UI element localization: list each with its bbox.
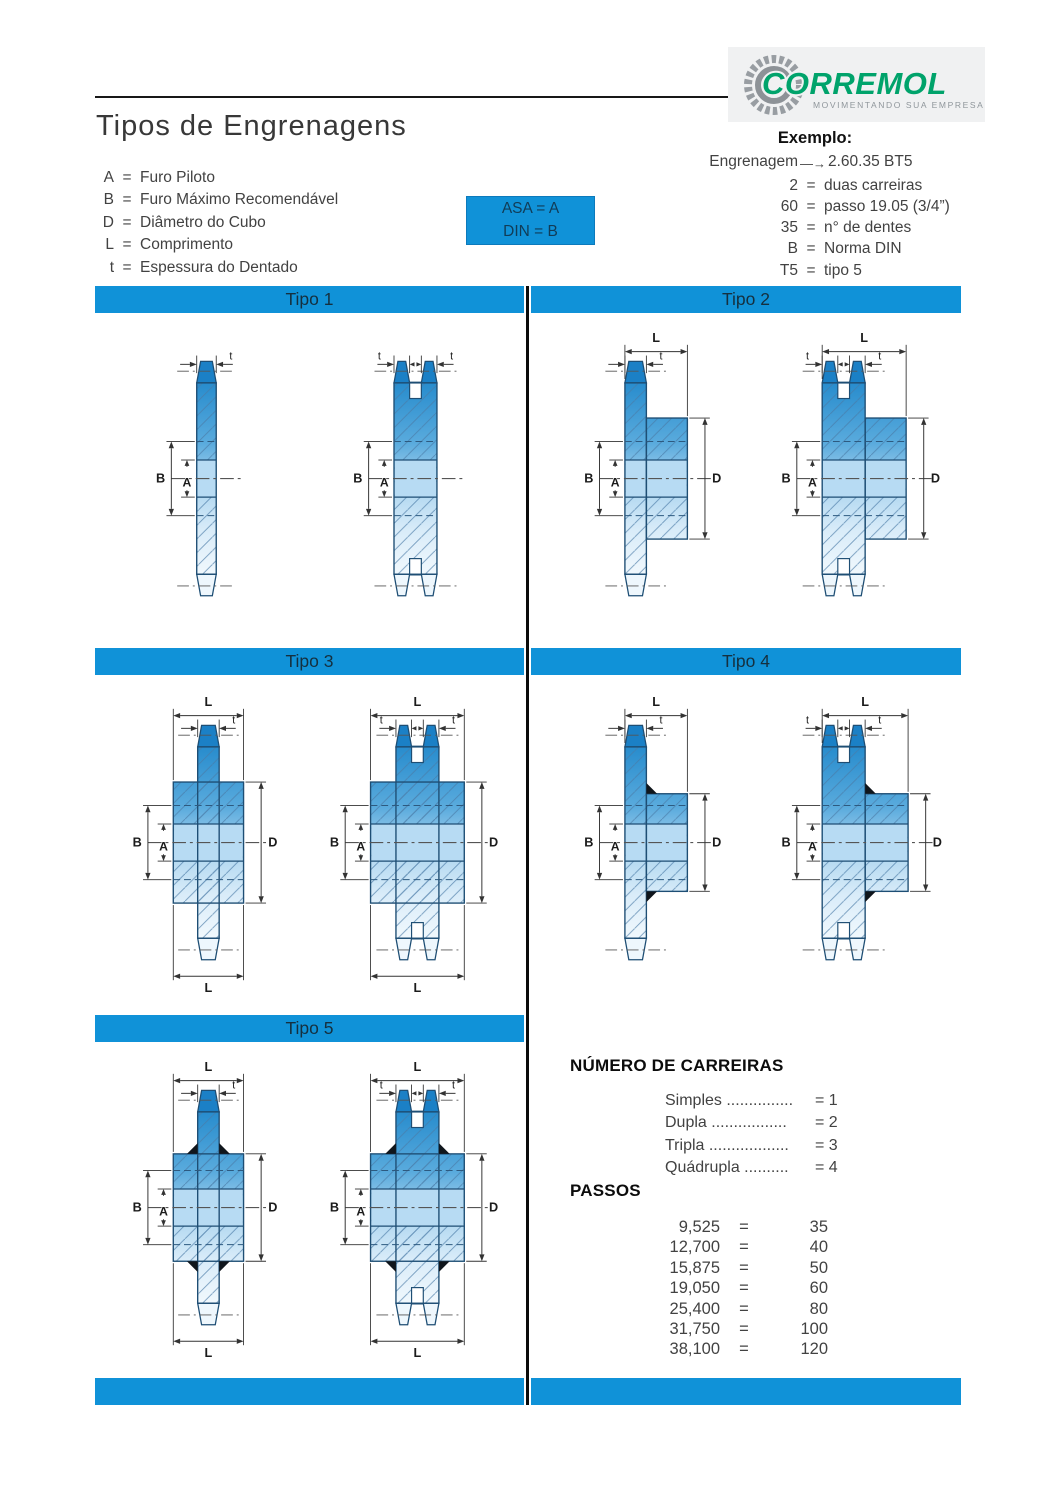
section-title: Tipo 4 <box>722 651 770 671</box>
example-row: 35 = n° de dentes <box>780 219 912 237</box>
svg-text:L: L <box>860 332 869 345</box>
section-bar-tipo4 <box>531 648 961 675</box>
example-row: 2 = duas carreiras <box>789 176 923 194</box>
svg-text:B: B <box>584 471 594 486</box>
svg-text:t: t <box>878 350 882 363</box>
section-bar-tipo2 <box>531 286 961 313</box>
section-bar-tipo3 <box>95 648 524 675</box>
tipo5-diagrams <box>95 1045 524 1375</box>
svg-text:t: t <box>377 350 381 363</box>
svg-text:t: t <box>231 714 235 727</box>
footer-bar-left <box>95 1378 524 1405</box>
svg-text:B: B <box>155 471 165 486</box>
legend <box>96 167 338 279</box>
svg-text:D: D <box>267 835 277 850</box>
section-title: Tipo 1 <box>285 289 334 309</box>
svg-text:A: A <box>610 839 620 854</box>
svg-text:B: B <box>352 471 362 486</box>
example-row: T5 = tipo 5 <box>779 261 862 279</box>
svg-text:A: A <box>379 475 389 490</box>
tipo3-diagrams <box>95 678 524 1012</box>
passos-row: 25,400 = 80 <box>669 1299 828 1318</box>
svg-text:t: t <box>379 1079 383 1092</box>
corremol-logo <box>728 47 985 122</box>
svg-text:D: D <box>712 471 722 486</box>
svg-text:A: A <box>158 1204 168 1219</box>
section-bar-tipo5 <box>95 1015 524 1042</box>
svg-text:B: B <box>132 1200 142 1215</box>
svg-text:L: L <box>204 696 212 709</box>
svg-text:t: t <box>451 1079 455 1092</box>
tipo5-double-diagram <box>312 1061 517 1359</box>
passos-row: 15,875 = 50 <box>669 1258 828 1277</box>
svg-text:B: B <box>584 835 594 850</box>
svg-text:D: D <box>488 835 498 850</box>
svg-text:L: L <box>204 980 212 994</box>
svg-text:L: L <box>204 1061 212 1074</box>
example-heading: Exemplo: <box>777 129 853 147</box>
svg-text:D: D <box>932 835 942 850</box>
carreiras-row: Simples ............... = 1 <box>665 1092 838 1109</box>
logo-brand-text: CORREMOL <box>762 66 947 101</box>
carreiras-block <box>570 1056 900 1179</box>
tipo2-single-diagram <box>539 332 744 630</box>
svg-text:t: t <box>806 350 810 363</box>
svg-text:D: D <box>267 1200 277 1215</box>
legend-item: t = Espessura do Dentado <box>109 258 298 276</box>
svg-text:t: t <box>659 350 663 363</box>
arrow-icon: —→ <box>800 156 826 172</box>
svg-text:L: L <box>652 332 661 345</box>
svg-text:A: A <box>808 839 817 854</box>
section-bar-tipo1 <box>95 286 524 313</box>
legend-item: A = Furo Piloto <box>103 169 215 186</box>
example-block <box>690 128 980 281</box>
svg-text:L: L <box>652 696 661 709</box>
svg-text:t: t <box>231 1079 235 1092</box>
svg-text:L: L <box>413 696 421 709</box>
svg-text:B: B <box>329 1200 339 1215</box>
svg-text:B: B <box>132 835 142 850</box>
svg-text:B: B <box>781 471 791 486</box>
example-intro: Engrenagem —→ 2.60.35 BT5 <box>690 151 980 174</box>
corremol-logo-graphic <box>728 47 985 122</box>
tipo4-single-diagram <box>539 696 744 994</box>
passos-row: 38,100 = 120 <box>669 1340 828 1359</box>
passos-block <box>570 1181 900 1360</box>
legend-item: D = Diâmetro do Cubo <box>102 213 266 231</box>
tipo1-single-diagram <box>103 332 308 630</box>
svg-text:D: D <box>930 471 941 486</box>
passos-row: 12,700 = 40 <box>669 1238 828 1257</box>
tipo3-single-diagram <box>103 696 308 994</box>
section-title: Tipo 5 <box>285 1018 334 1038</box>
passos-rows <box>625 1217 900 1360</box>
carreiras-row: Dupla ................. = 2 <box>665 1114 838 1132</box>
legend-item: B = Furo Máximo Recomendável <box>103 191 339 209</box>
svg-text:B: B <box>781 835 791 850</box>
tipo4-diagrams <box>531 678 961 1012</box>
svg-text:L: L <box>413 1061 421 1074</box>
svg-text:A: A <box>610 475 620 490</box>
norm-line-asa: ASA = A <box>501 200 560 217</box>
carreiras-rows <box>665 1090 900 1179</box>
svg-text:t: t <box>451 714 455 727</box>
svg-text:t: t <box>449 350 453 363</box>
section-title: Tipo 3 <box>285 651 334 671</box>
norm-equivalence-box <box>466 196 595 245</box>
svg-text:L: L <box>413 1345 421 1359</box>
passos-row: 31,750 = 100 <box>669 1320 828 1339</box>
passos-row: 19,050 = 60 <box>669 1279 828 1298</box>
carreiras-row: Tripla .................. = 3 <box>665 1136 838 1154</box>
svg-text:L: L <box>861 696 870 709</box>
svg-text:B: B <box>329 835 339 850</box>
svg-text:A: A <box>158 839 168 854</box>
svg-text:L: L <box>413 980 421 994</box>
svg-text:t: t <box>228 350 232 363</box>
norm-line-din: DIN = B <box>503 222 558 240</box>
svg-text:L: L <box>204 1345 212 1359</box>
svg-text:D: D <box>488 1200 498 1215</box>
tipo3-double-diagram <box>312 696 517 994</box>
example-row: 60 = passo 19.05 (3/4”) <box>780 197 950 215</box>
page-title: Tipos de Engrenagens <box>96 110 407 142</box>
tipo1-double-diagram <box>312 332 517 630</box>
passos-heading: PASSOS <box>570 1181 641 1200</box>
tipo5-single-diagram <box>103 1061 308 1359</box>
carreiras-row: Quádrupla .......... = 4 <box>665 1158 838 1176</box>
footer-bar-right <box>531 1378 961 1405</box>
svg-text:t: t <box>659 714 663 727</box>
svg-text:t: t <box>806 714 810 727</box>
header-rule <box>95 96 737 98</box>
carreiras-heading: NÚMERO DE CARREIRAS <box>570 1056 784 1075</box>
column-divider <box>526 286 529 1405</box>
svg-text:t: t <box>878 714 882 727</box>
svg-text:A: A <box>808 475 817 490</box>
svg-text:D: D <box>712 835 722 850</box>
section-title: Tipo 2 <box>722 289 770 309</box>
tipo2-diagrams <box>531 316 961 646</box>
tipo4-double-diagram <box>748 696 953 994</box>
svg-text:A: A <box>355 839 365 854</box>
svg-text:A: A <box>355 1204 365 1219</box>
svg-text:t: t <box>379 714 383 727</box>
svg-text:A: A <box>182 475 191 490</box>
example-row: B = Norma DIN <box>787 240 902 258</box>
logo-tagline-text: MOVIMENTANDO SUA EMPRESA <box>813 100 985 110</box>
passos-row: 9,525 = 35 <box>678 1218 828 1236</box>
tipo2-double-diagram <box>748 332 953 630</box>
legend-item: L = Comprimento <box>105 236 234 254</box>
tipo1-diagrams <box>95 316 524 646</box>
